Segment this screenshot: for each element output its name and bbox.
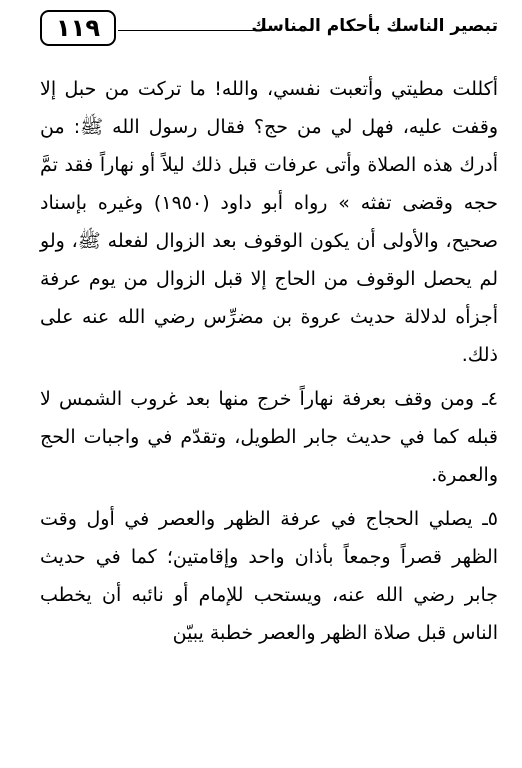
paragraph-hadith: أكللت مطيتي وأتعبت نفسي، والله! ما تركت من حبل إلا وقفت عليه، فهل لي من حج؟ فقال رسول الله ﷺ: من أدرك هذه الصلاة وأتى عرفات قبل ذلك ليلاً أو نهاراً فقد تمَّ حجه وقضى تفثه » رواه أبو داود (١٩٥٠) وغيره بإسناد صحيح، والأولى أن يكون الوقوف بعد الزوال لفعله ﷺ، ولو لم يحصل الوقوف من الحاج إلا قبل الزوال من يوم عرفة أجزأه لدلالة حديث عروة بن مضرِّس رضي الله عنه على ذلك. [40,78,498,366]
page-number: ١١٩ [40,10,116,46]
header-rule [118,30,266,31]
page-header [40,10,498,50]
body-text [40,70,498,652]
running-title: تبصير الناسك بأحكام المناسك [251,16,498,36]
paragraph-point-5: ٥ـ يصلي الحجاج في عرفة الظهر والعصر في أول وقت الظهر قصراً وجمعاً بأذان واحد وإقامتين؛ كما في حديث جابر رضي الله عنه، ويستحب للإمام أو نائبه أن يخطب الناس قبل صلاة الظهر والعصر خطبة يبيّن [40,508,498,644]
paragraph-point-4: ٤ـ ومن وقف بعرفة نهاراً خرج منها بعد غروب الشمس لا قبله كما في حديث جابر الطويل، وتقدّم في واجبات الحج والعمرة. [40,388,498,486]
